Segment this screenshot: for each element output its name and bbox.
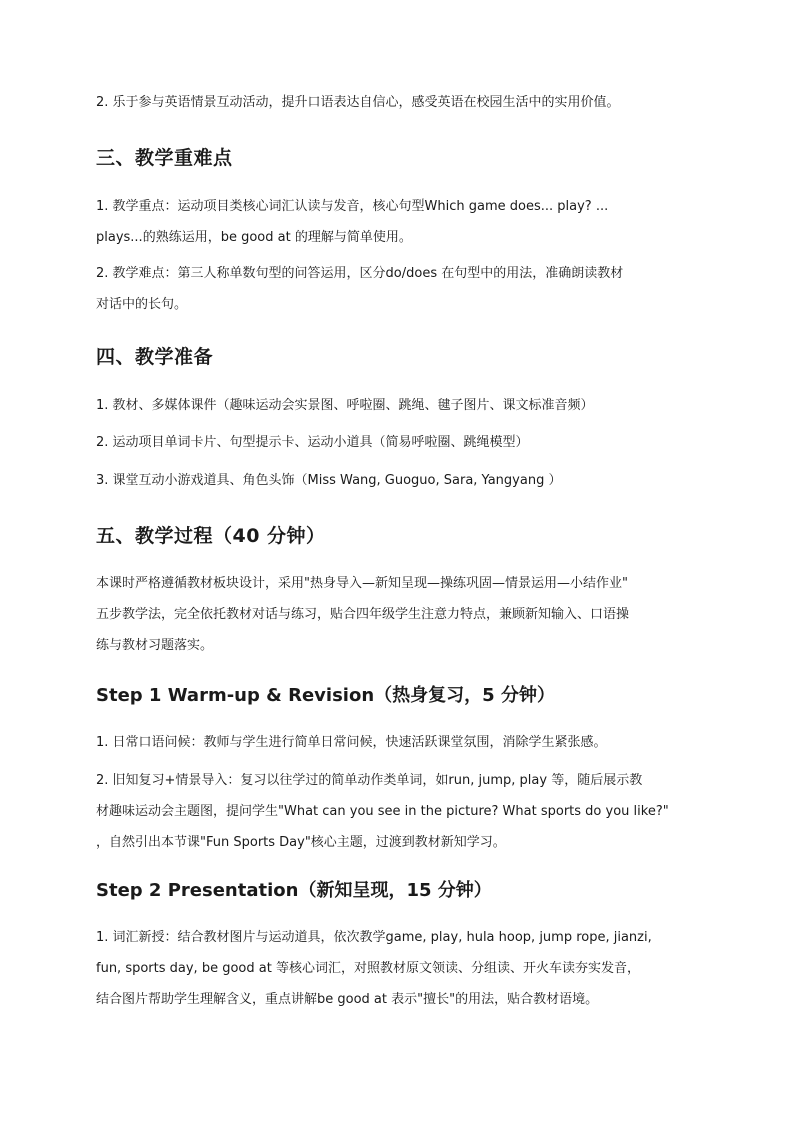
step-2-item-1-line-1: 1. 词汇新授：结合教材图片与运动道具，依次教学game, play, hula hoop, jump rope, jianzi, [96, 930, 652, 945]
section-3-item-2 [96, 258, 706, 320]
section-5-intro-line-2: 五步教学法，完全依托教材对话与练习，贴合四年级学生注意力特点，兼顾新知输入、口语操 [96, 607, 630, 622]
step-1-item-2 [96, 765, 706, 858]
goals-item-2: 2. 乐于参与英语情景互动活动，提升口语表达自信心，感受英语在校园生活中的实用价值。 [96, 95, 620, 110]
section-3-heading: 三、教学重难点 [96, 147, 233, 169]
step-1-item-2-line-3: ，自然引出本节课"Fun Sports Day"核心主题，过渡到教材新知学习。 [96, 835, 506, 850]
step-1-item-2-line-2: 材趣味运动会主题图，提问学生"What can you see in the picture? What sports do you like?" [96, 804, 669, 819]
step-1-heading: Step 1 Warm-up & Revision（热身复习，5 分钟） [96, 685, 555, 706]
section-3-item-1-line-1: 1. 教学重点：运动项目类核心词汇认读与发音，核心句型Which game does... play? ... [96, 199, 609, 214]
section-3-item-1 [96, 191, 706, 253]
step-1-item-2-line-1: 2. 旧知复习+情景导入：复习以往学过的简单动作类单词，如run, jump, play 等，随后展示教 [96, 773, 643, 788]
step-1-item-1: 1. 日常口语问候：教师与学生进行简单日常问候，快速活跃课堂氛围，消除学生紧张感。 [96, 735, 607, 750]
section-4-item-3: 3. 课堂互动小游戏道具、角色头饰（Miss Wang, Guoguo, Sara, Yangyang ） [96, 473, 562, 488]
section-4-heading: 四、教学准备 [96, 346, 214, 368]
section-3-item-2-line-2: 对话中的长句。 [96, 297, 188, 312]
section-3-item-1-line-2: plays...的熟练运用，be good at 的理解与简单使用。 [96, 230, 412, 245]
step-2-item-1-line-2: fun, sports day, be good at 等核心词汇，对照教材原文领读、分组读、开火车读夯实发音， [96, 961, 640, 976]
section-5-intro-line-3: 练与教材习题落实。 [96, 638, 214, 653]
section-5-heading: 五、教学过程（40 分钟） [96, 525, 326, 547]
section-4-item-1: 1. 教材、多媒体课件（趣味运动会实景图、呼啦圈、跳绳、毽子图片、课文标准音频） [96, 398, 594, 413]
step-2-item-1 [96, 922, 706, 1015]
section-3-item-2-line-1: 2. 教学难点：第三人称单数句型的问答运用，区分do/does 在句型中的用法，准确朗读教材 [96, 266, 624, 281]
step-2-item-1-line-3: 结合图片帮助学生理解含义，重点讲解be good at 表示"擅长"的用法，贴合教材语境。 [96, 992, 599, 1007]
step-2-heading: Step 2 Presentation（新知呈现，15 分钟） [96, 880, 492, 901]
section-5-intro-line-1: 本课时严格遵循教材板块设计，采用"热身导入—新知呈现—操练巩固—情景运用—小结作业" [96, 576, 628, 591]
section-4-item-2: 2. 运动项目单词卡片、句型提示卡、运动小道具（简易呼啦圈、跳绳模型） [96, 435, 529, 450]
section-5-intro [96, 568, 706, 661]
